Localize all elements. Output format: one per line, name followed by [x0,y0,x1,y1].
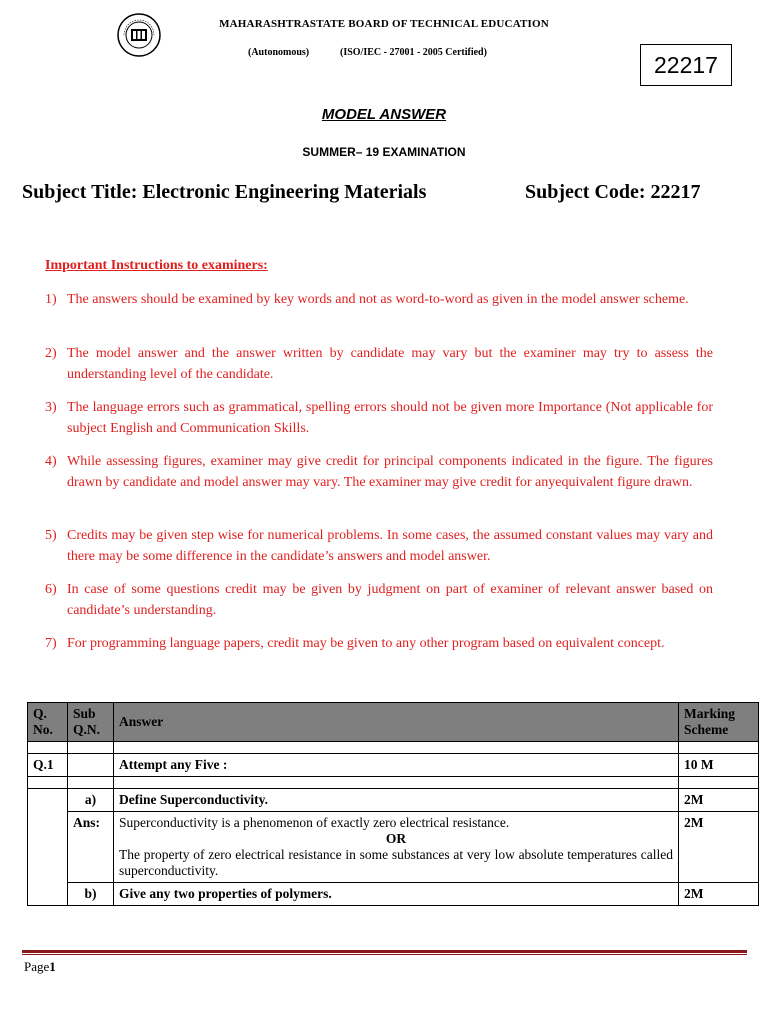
table-row [28,812,759,883]
table-header-row [28,703,759,742]
instruction-text: The language errors such as grammatical, spelling errors should not be given more Importance (Not applicable for subject English and Communication Skills. [67,400,713,436]
instructions-heading: Important Instructions to examiners: [45,258,268,273]
footer-rule-thin [22,954,747,955]
board-title: MAHARASHTRASTATE BOARD OF TECHNICAL EDUCATION [219,18,549,30]
instruction-number: 4) [45,454,57,469]
question-marks: 10 M [679,754,759,777]
page-number [24,959,56,975]
instruction-item [45,634,713,655]
sub-question-marks: 2M [679,789,759,812]
sub-question-number: b) [68,883,114,906]
answer-or: OR [385,831,407,846]
instruction-text: In case of some questions credit may be given by judgment on part of examiner of relevant answer based on candidate’s understanding. [67,582,713,618]
subject-title: Subject Title: Electronic Engineering Materials [22,181,427,203]
instruction-item [45,526,713,567]
page-number-value: 1 [49,959,56,974]
certification-label: (ISO/IEC - 27001 - 2005 Certified) [340,47,487,58]
question-instruction: Attempt any Five : [114,754,679,777]
footer-rule [22,950,747,953]
instruction-text: While assessing figures, examiner may give credit for principal components indicated in the figure. The figures drawn by candidate and model answer may vary. The examiner may give credit for anyequivalent figure drawn. [67,454,713,490]
header-subqn: Sub Q.N. [68,703,114,742]
header-marking: Marking Scheme [679,703,759,742]
header-qno: Q. No. [28,703,68,742]
instruction-text: The model answer and the answer written by candidate may vary but the examiner may try to assess the understanding level of the candidate. [67,346,713,382]
sub-question-number: a) [68,789,114,812]
instruction-number: 1) [45,292,57,307]
exam-session: SUMMER– 19 EXAMINATION [302,145,466,159]
model-answer-title: MODEL ANSWER [321,106,447,123]
subject-code-box: 22217 [640,44,732,86]
instruction-number: 3) [45,400,57,415]
answer-marks: 2M [679,812,759,883]
answer-label: Ans: [68,812,114,883]
instruction-number: 5) [45,528,57,543]
msbte-emblem-icon [116,12,162,58]
instruction-item [45,580,713,621]
instruction-item [45,398,713,439]
instruction-item [45,290,713,311]
table-row [28,883,759,906]
instruction-number: 6) [45,582,57,597]
sub-question-text: Give any two properties of polymers. [114,883,679,906]
sub-question-text: Define Superconductivity. [114,789,679,812]
instruction-number: 2) [45,346,57,361]
question-number: Q.1 [28,754,68,777]
sub-question-marks: 2M [679,883,759,906]
instruction-text: The answers should be examined by key words and not as word-to-word as given in the model answer scheme. [67,292,689,307]
answer-line: Superconductivity is a phenomenon of exactly zero electrical resistance. [119,815,510,830]
page-label: Page [24,959,50,974]
model-answer-table [27,702,759,906]
header-answer: Answer [114,703,679,742]
instruction-text: Credits may be given step wise for numerical problems. In some cases, the assumed constant values may vary and there may be some difference in the candidate’s answers and model answer. [67,528,713,564]
table-row [28,754,759,777]
instruction-number: 7) [45,636,57,651]
instruction-item [45,344,713,385]
subject-code: Subject Code: 22217 [525,181,701,203]
instruction-item [45,452,713,493]
answer-line: The property of zero electrical resistance in some substances at very low absolute temperatures called superconductivity. [119,847,673,878]
autonomous-label: (Autonomous) [248,47,310,58]
instruction-text: For programming language papers, credit may be given to any other program based on equivalent concept. [67,636,665,651]
table-row [28,789,759,812]
answer-body [114,812,679,883]
